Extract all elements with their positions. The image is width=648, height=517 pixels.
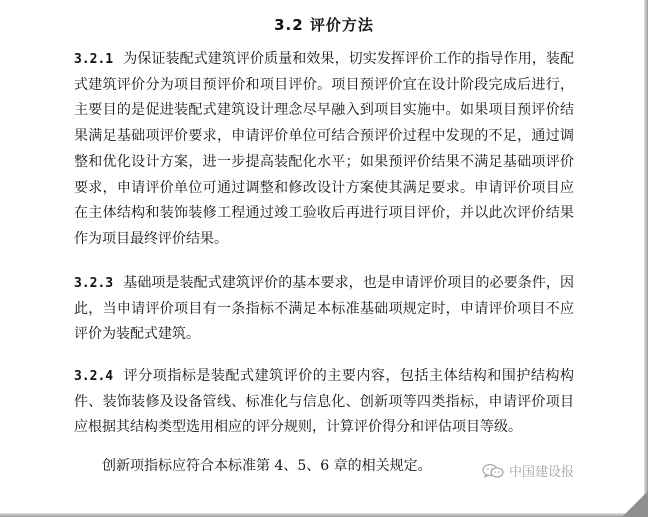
clause-text: 评分项指标是装配式建筑评价的主要内容，包括主体结构和围护结构构件、装饰装修及设备管线、标准化与信息化、创新项等四类指标，申请评价项目应根据其结构类型选用相应的评分规则，计算评价得分和评估项目等级。 (74, 368, 574, 436)
watermark-text: 中国建设报 (509, 465, 575, 480)
clause-number: 3.2.3 (74, 276, 114, 291)
page-edge-right (644, 0, 648, 517)
clause-text: 为保证装配式建筑评价质量和效果，切实发挥评价工作的指导作用，装配式建筑评价分为项目预评价和项目评价。项目预评价宜在设计阶段完成后进行，主要目的是促进装配式建筑设计理念尽早融入到项目实施中。如果项目预评价结果满足基础项评价要求，申请评价单位可结合预评价过程中发现的不足，通过调整和优化设计方案，进一步提高装配化水平；如果预评价结果不满足基础项评价要求，申请评价单位可通过调整和修改设计方案使其满足要求。申请评价项目应在主体结构和装饰装修工程通过竣工验收后再进行项目评价，并以此次评价结果作为项目最终评价结果。 (74, 51, 574, 247)
watermark (482, 461, 574, 480)
note-text: 创新项指标应符合本标准第 4、5、6 章的相关规定。 (102, 458, 432, 474)
clause-3-2-3 (74, 271, 574, 348)
clause-3-2-1 (74, 47, 574, 253)
clause-number: 3.2.4 (74, 369, 114, 384)
section-title: 3.2 评价方法 (274, 16, 374, 34)
clause-text: 基础项是装配式建筑评价的基本要求，也是申请评价项目的必要条件，因此，当申请评价项目有一条指标不满足本标准基础项规定时，申请评价项目不应评价为装配式建筑。 (74, 275, 574, 343)
page-curl (622, 491, 648, 517)
clause-3-2-4 (74, 364, 574, 441)
clause-number: 3.2.1 (74, 52, 114, 67)
page-edge-bottom (0, 513, 648, 517)
wechat-icon (482, 463, 504, 479)
